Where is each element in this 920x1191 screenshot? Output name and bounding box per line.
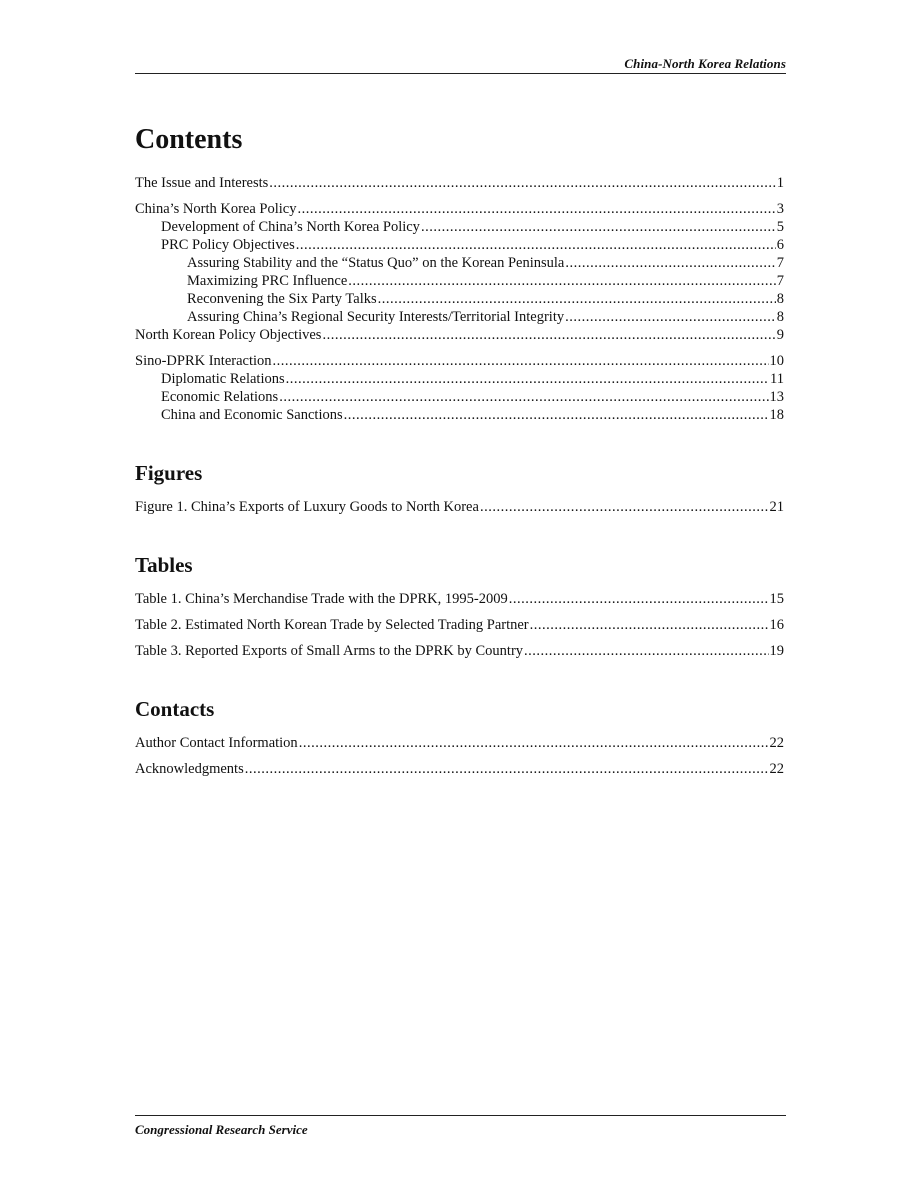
toc-leader-dots — [565, 254, 775, 272]
toc-entry-page: 21 — [769, 499, 784, 515]
toc-entry[interactable] — [135, 734, 784, 752]
toc-entry-label: China and Economic Sanctions — [161, 407, 343, 423]
contacts-heading: Contacts — [135, 697, 215, 721]
toc-entry[interactable] — [135, 290, 784, 308]
toc-entry-label: Development of China’s North Korea Policy — [161, 219, 420, 235]
toc-entry-label: The Issue and Interests — [135, 175, 269, 191]
toc-entry[interactable] — [135, 236, 784, 254]
toc-entry-label: China’s North Korea Policy — [135, 201, 297, 217]
toc-entry-page: 19 — [769, 643, 784, 659]
tables-list — [135, 590, 784, 660]
toc-entry-label: Diplomatic Relations — [161, 371, 285, 387]
toc-entry-label: Acknowledgments — [135, 761, 244, 777]
toc-leader-dots — [509, 590, 769, 608]
toc-leader-dots — [344, 406, 769, 424]
toc-entry-page: 3 — [776, 201, 784, 217]
toc-leader-dots — [565, 308, 776, 326]
toc-leader-dots — [524, 642, 768, 660]
toc-entry[interactable] — [135, 370, 784, 388]
toc-entry[interactable] — [135, 272, 784, 290]
toc-leader-dots — [530, 616, 769, 634]
toc-leader-dots — [245, 760, 769, 778]
toc-entry-label: PRC Policy Objectives — [161, 237, 295, 253]
toc-leader-dots — [378, 290, 776, 308]
toc-entry-label: Assuring Stability and the “Status Quo” on the Korean Peninsula — [187, 255, 565, 271]
toc-entry[interactable] — [135, 200, 784, 218]
toc-entry-label: Economic Relations — [161, 389, 279, 405]
toc-entry[interactable] — [135, 616, 784, 634]
toc-entry-page: 18 — [769, 407, 784, 423]
tables-heading: Tables — [135, 553, 193, 577]
figures-list — [135, 498, 784, 516]
toc-leader-dots — [480, 498, 769, 516]
toc-entry[interactable] — [135, 352, 784, 370]
toc-entry-page: 22 — [769, 735, 784, 751]
figures-section — [135, 458, 784, 516]
toc-leader-dots — [299, 734, 769, 752]
toc-entry-page: 9 — [776, 327, 784, 343]
toc-entry-page: 7 — [776, 255, 784, 271]
toc-entry-label: Reconvening the Six Party Talks — [187, 291, 377, 307]
toc-entry[interactable] — [135, 590, 784, 608]
toc-entry-label: Maximizing PRC Influence — [187, 273, 348, 289]
toc-entry-page: 1 — [776, 175, 784, 191]
tables-section — [135, 550, 784, 660]
toc-content — [135, 120, 784, 812]
toc-entry-label: Assuring China’s Regional Security Interests/Territorial Integrity — [187, 309, 565, 325]
toc-entry-page: 5 — [776, 219, 784, 235]
toc-entry[interactable] — [135, 174, 784, 192]
toc-entry-label: North Korean Policy Objectives — [135, 327, 322, 343]
page-header — [135, 55, 786, 74]
toc-leader-dots — [286, 370, 769, 388]
toc-leader-dots — [322, 326, 775, 344]
contents-heading: Contents — [135, 124, 243, 155]
toc-leader-dots — [269, 174, 775, 192]
toc-entry-page: 7 — [776, 273, 784, 289]
toc-entry-page: 15 — [769, 591, 784, 607]
contents-list — [135, 174, 784, 424]
toc-entry-page: 10 — [769, 353, 784, 369]
toc-entry-label: Table 2. Estimated North Korean Trade by Selected Trading Partner — [135, 617, 529, 633]
toc-leader-dots — [279, 388, 768, 406]
toc-leader-dots — [421, 218, 776, 236]
toc-entry-page: 8 — [776, 309, 784, 325]
toc-leader-dots — [348, 272, 775, 290]
contacts-section — [135, 694, 784, 778]
toc-entry-page: 8 — [776, 291, 784, 307]
toc-entry-label: Sino-DPRK Interaction — [135, 353, 272, 369]
toc-leader-dots — [298, 200, 776, 218]
toc-entry[interactable] — [135, 760, 784, 778]
contents-section — [135, 120, 784, 424]
toc-leader-dots — [273, 352, 769, 370]
toc-entry-page: 6 — [776, 237, 784, 253]
running-header-title: China-North Korea Relations — [624, 56, 786, 71]
toc-entry[interactable] — [135, 642, 784, 660]
page-footer — [135, 1115, 786, 1139]
toc-entry-label: Table 1. China’s Merchandise Trade with the DPRK, 1995-2009 — [135, 591, 508, 607]
toc-entry-page: 16 — [769, 617, 784, 633]
contacts-list — [135, 734, 784, 778]
toc-entry[interactable] — [135, 326, 784, 344]
toc-entry-page: 13 — [769, 389, 784, 405]
toc-entry-label: Author Contact Information — [135, 735, 298, 751]
toc-entry-page: 11 — [770, 371, 784, 387]
toc-entry[interactable] — [135, 498, 784, 516]
toc-entry-label: Table 3. Reported Exports of Small Arms to the DPRK by Country — [135, 643, 524, 659]
toc-entry-label: Figure 1. China’s Exports of Luxury Goods to North Korea — [135, 499, 479, 515]
figures-heading: Figures — [135, 461, 203, 485]
toc-entry[interactable] — [135, 388, 784, 406]
toc-entry-page: 22 — [769, 761, 784, 777]
footer-publisher: Congressional Research Service — [135, 1122, 308, 1137]
toc-entry[interactable] — [135, 254, 784, 272]
toc-entry[interactable] — [135, 406, 784, 424]
toc-entry[interactable] — [135, 308, 784, 326]
toc-leader-dots — [296, 236, 776, 254]
toc-entry[interactable] — [135, 218, 784, 236]
